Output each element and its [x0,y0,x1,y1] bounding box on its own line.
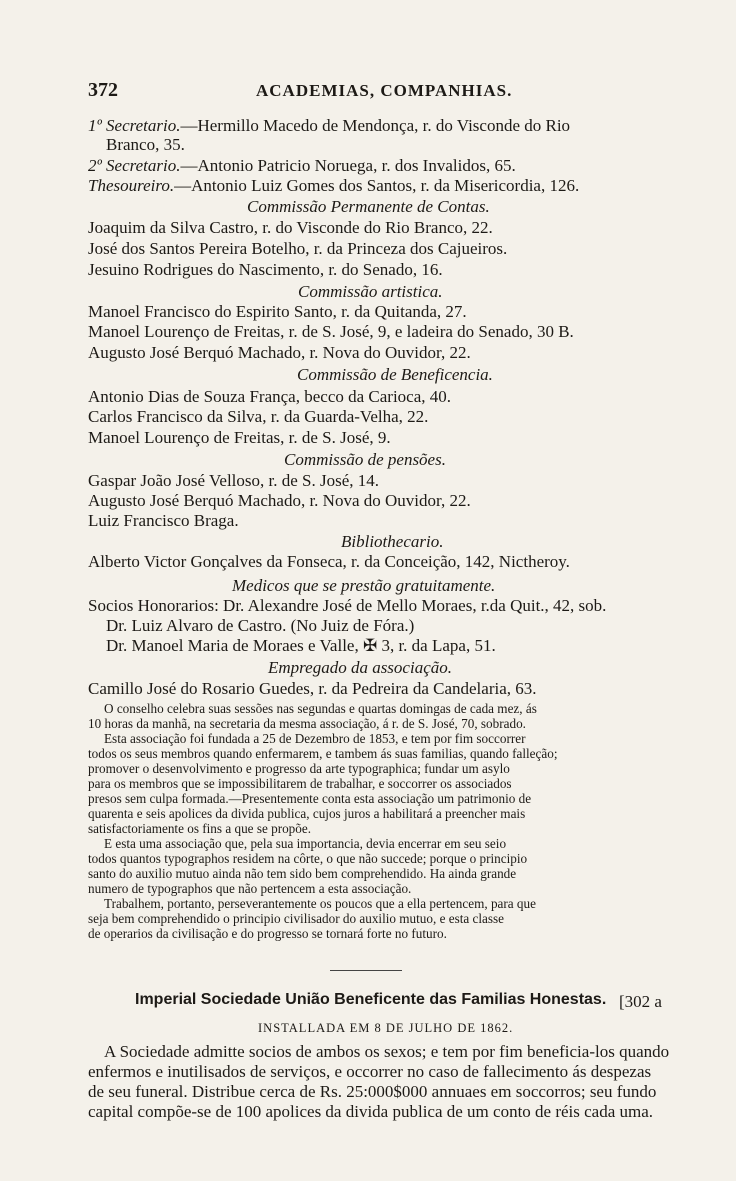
entry-reference: [302 a [619,992,662,1011]
list-item: Manoel Lourenço de Freitas, r. de S. José, 9, e ladeira do Senado, 30 B. [88,322,574,341]
employee-name: Camillo José do Rosario Guedes, r. da Pedreira da Candelaria, 63. [88,679,537,698]
list-item: Augusto José Berquó Machado, r. Nova do Ouvidor, 22. [88,491,471,510]
section-heading-pensions: Commissão de pensões. [284,450,446,469]
entry-title: Imperial Sociedade União Beneficente das Familias Honestas. [135,991,607,1008]
officer-text: —Antonio Luiz Gomes dos Santos, r. da Misericordia, 126. [174,176,580,195]
list-item: Carlos Francisco da Silva, r. da Guarda-Velha, 22. [88,407,429,426]
doctor-line: Socios Honorarios: Dr. Alexandre José de Mello Moraes, r.da Quit., 42, sob. [88,596,607,615]
section-heading-beneficence: Commissão de Beneficencia. [297,365,493,384]
note-line: todos os seus membros quando enfermarem, e tambem ás suas familias, quando falleção; [88,746,558,761]
note-line: santo do auxilio mutuo ainda não tem sido bem comprehendido. Ha ainda grande [88,866,517,881]
doctor-line: Dr. Luiz Alvaro de Castro. (No Juiz de Fóra.) [106,616,415,635]
list-item: José dos Santos Pereira Botelho, r. da Princeza dos Cajueiros. [88,239,508,258]
second-secretary [88,157,516,174]
entry-body-line: de seu funeral. Distribue cerca de Rs. 25:000$000 annuaes em soccorros; seu fundo [88,1082,657,1101]
list-item: Manoel Lourenço de Freitas, r. de S. José, 9. [88,428,391,447]
role-label: 2º Secretario. [88,156,181,175]
list-item: Manoel Francisco do Espirito Santo, r. da Quitanda, 27. [88,302,467,321]
note-line: para os membros que se impossibilitarem de trabalhar, e soccorrer os associados [88,776,512,791]
list-item: Joaquim da Silva Castro, r. do Visconde do Rio Branco, 22. [88,218,493,237]
note-line: E esta uma associação que, pela sua importancia, devia encerrar em seu seio [104,836,507,851]
installed-line: INSTALLADA EM 8 DE JULHO DE 1862. [258,1021,514,1035]
section-heading-librarian: Bibliothecario. [341,532,444,551]
list-item: Augusto José Berquó Machado, r. Nova do Ouvidor, 22. [88,343,471,362]
note-line: todos quantos typographos residem na côrte, o que não succede; porque o principio [88,851,528,866]
section-heading-doctors: Medicos que se prestão gratuitamente. [232,576,496,595]
first-secretary [88,117,570,134]
note-line: quarenta e seis apolices da divida publica, cujos juros a habilitará a preencher mais [88,806,526,821]
entry-body-line: enfermos e inutilisados de serviços, e occorrer no caso de fallecimento ás despezas [88,1062,652,1081]
entry-body-line: A Sociedade admitte socios de ambos os sexos; e tem por fim beneficia-los quando [104,1042,670,1061]
note-line: numero de typographos que não pertencem a esta associação. [88,881,412,896]
section-divider [330,970,402,971]
first-secretary-cont: Branco, 35. [106,135,185,154]
note-line: promover o desenvolvimento e progresso da arte typographica; fundar um asylo [88,761,510,776]
list-item: Antonio Dias de Souza França, becco da Carioca, 40. [88,387,452,406]
running-title: ACADEMIAS, COMPANHIAS. [256,81,513,100]
role-label: Thesoureiro. [88,176,175,195]
note-line: Trabalhem, portanto, perseverantemente os poucos que a ella pertencem, para que [104,896,536,911]
entry-body-line: capital compõe-se de 100 apolices da divida publica de um conto de réis cada uma. [88,1102,654,1121]
librarian-name: Alberto Victor Gonçalves da Fonseca, r. da Conceição, 142, Nictheroy. [88,552,570,571]
doctor-line: Dr. Manoel Maria de Moraes e Valle, ✠ 3, r. da Lapa, 51. [106,636,496,655]
note-line: seja bem comprehendido o principio civilisador do auxilio mutuo, e esta classe [88,911,505,926]
treasurer [88,177,579,194]
note-line: de operarios da civilisação e do progresso se tornará forte no futuro. [88,926,447,941]
officer-text: —Antonio Patricio Noruega, r. dos Invalidos, 65. [180,156,516,175]
section-heading-employee: Empregado da associação. [268,658,452,677]
note-line: Esta associação foi fundada a 25 de Dezembro de 1853, e tem por fim soccorrer [104,731,526,746]
list-item: Gaspar João José Velloso, r. de S. José, 14. [88,471,380,490]
note-line: 10 horas da manhã, na secretaria da mesma associação, á r. de S. José, 70, sobrado. [88,716,526,731]
officer-text: —Hermillo Macedo de Mendonça, r. do Visconde do Rio [180,116,571,135]
section-heading-artistic: Commissão artistica. [298,282,443,301]
note-line: satisfactoriamente os fins a que se propõe. [88,821,312,836]
page-number: 372 [88,79,118,101]
note-line: O conselho celebra suas sessões nas segundas e quartas domingas de cada mez, ás [104,701,537,716]
note-line: presos sem culpa formada.—Presentemente conta esta associação um patrimonio de [88,791,532,806]
role-label: 1º Secretario. [88,116,181,135]
list-item: Luiz Francisco Braga. [88,511,239,530]
list-item: Jesuino Rodrigues do Nascimento, r. do Senado, 16. [88,260,443,279]
section-heading-accounts: Commissão Permanente de Contas. [247,197,490,216]
